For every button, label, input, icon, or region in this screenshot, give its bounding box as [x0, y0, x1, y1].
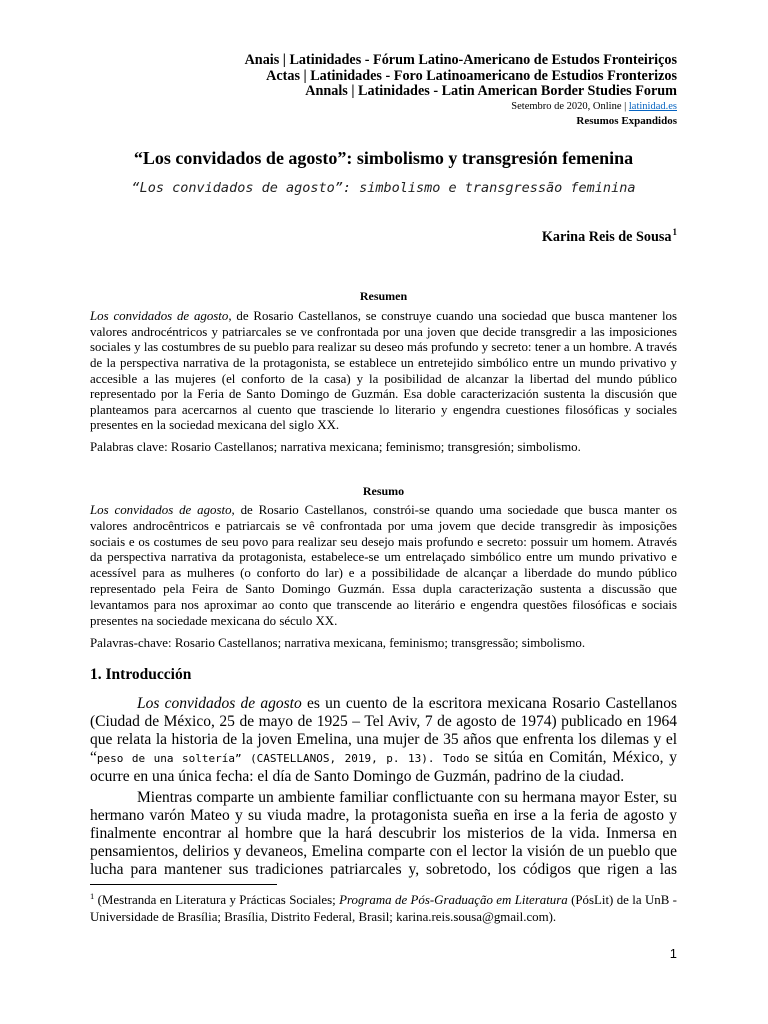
introduction-heading: 1. Introducción	[90, 665, 192, 683]
publication-date: Setembro de 2020, Online |	[511, 100, 629, 112]
footnote-mark: 1	[90, 891, 95, 901]
resumen-body	[90, 309, 677, 434]
paper-title: “Los convidados de agosto”: simbolismo y transgresión femenina	[133, 148, 634, 168]
page-content	[90, 0, 677, 879]
publication-date-line	[90, 100, 677, 114]
author-line	[90, 229, 677, 246]
intro-quote: peso de una soltería” (CASTELLANOS, 2019, p. 13). Todo	[96, 751, 470, 765]
page-number: 1	[669, 946, 677, 961]
introduction-paragraph-1	[90, 695, 677, 786]
paper-subtitle: “Los convidados de agosto”: simbolismo e transgressão feminina	[131, 180, 636, 196]
footnote-text-2: (PósLit) de la UnB - Universidade de Brasília; Brasília, Distrito Federal, Brasil; karina.reis.sousa@gmail.com).	[90, 893, 677, 924]
resumen-work-title: Los convidados de agosto	[90, 309, 229, 324]
resumen-keywords: Palabras clave: Rosario Castellanos; narrativa mexicana; feminismo; transgresión; simbolismo.	[90, 440, 581, 455]
intro-work-title: Los convidados de agosto	[137, 694, 302, 712]
intro-text-1: es un cuento de la escritora mexicana Rosario Castellanos (Ciudad de México, 25 de mayo de 1925 – Tel Aviv, 7 de agosto de 1974) publicado en 1964 que relata la historia de la joven Emelina, una mujer de 35 años que enfrenta los dilemas y el “	[90, 694, 677, 766]
intro-text-2: se sitúa en Comitán, México, y ocurre en una única fecha: el día de Santo Domingo de Guzmán, padrino de la ciudad.	[90, 748, 677, 785]
footnote-text-1: (Mestranda en Literatura y Prácticas Sociales;	[94, 893, 340, 907]
resumen-heading: Resumen	[359, 289, 408, 303]
footnote	[90, 892, 677, 925]
proceedings-title-es: Actas | Latinidades - Foro Latinoamericano de Estudios Fronterizos	[266, 67, 677, 84]
latinidad-link[interactable]: latinidad.es	[628, 100, 677, 112]
section-label: Resumos Expandidos	[576, 114, 677, 127]
resumo-keywords: Palavras-chave: Rosario Castellanos; narrativa mexicana, feminismo; transgressão; simbolismo.	[90, 636, 586, 651]
resumo-heading: Resumo	[362, 483, 405, 498]
proceedings-title-en: Annals | Latinidades - Latin American Border Studies Forum	[305, 83, 677, 99]
proceedings-header	[90, 53, 677, 128]
resumo-text: , de Rosario Castellanos, constrói-se quando uma sociedade que busca manter os valores androcêntricos e patriarcais se vê confrontada por uma jovem que decide transgredir às imposições sociais e os costumes de seu povo para realizar seu desejo mais profundo e secreto: possuir um homem. Através da perspectiva narrativa da protagonista, estabelece-se um entrelaçado simbólico entre um mundo privativo e acessível para as mulheres (o conforto do lar) e a possibilidade de alcançar a liberdade do mundo público representado pela Feira de Santo Domingo Guzmán. Essa dupla caracterização sustenta a discussão que levantamos para nos aproximar ao conto que transcende ao literário e engendra questões filosóficas e sociais presentes na sociedade mexicana do século XX.	[90, 503, 678, 628]
author-name: Karina Reis de Sousa	[541, 229, 672, 245]
resumo-body	[90, 503, 677, 629]
resumo-work-title: Los convidados de agosto	[90, 503, 232, 517]
author-footnote-ref: 1	[672, 227, 677, 237]
footnote-separator	[90, 884, 277, 885]
resumen-text: , de Rosario Castellanos, se construye cuando una sociedad que busca mantener los valores androcéntricos y patriarcales se ve confrontada por una joven que decide transgredir a las imposiciones sociales y las costumbres de su pueblo para realizar su deseo más profundo y secreto: tener a un hombre. A través de la perspectiva narrativa de la protagonista, se establece un entretejido simbólico entre un mundo privativo y accesible a las mujeres (el conforto de la casa) y la posibilidad de alcanzar la libertad del mundo público representado por la Feria de Santo Domingo de Guzmán. Esa doble caracterización sustenta la discusión que planteamos para acercarnos al cuento que trasciende lo literario y engendra cuestiones filosóficas y sociales presentes en la sociedad mexicana del siglo XX.	[90, 309, 677, 433]
proceedings-title-pt: Anais | Latinidades - Fórum Latino-Americano de Estudos Fronteiriços	[244, 52, 677, 68]
introduction-paragraph-2: Mientras comparte un ambiente familiar conflictuante con su hermana mayor Ester, su hermano varón Mateo y su viuda madre, la protagonista sueña en irse a la feria de agosto y finalmente encontrar al hombre que la hará descubrir los misterios de la vida. Inmersa en pensamientos, delirios y devaneos, Emelina comparte con el lector la visión de un pueblo que lucha para mantener sus tradiciones patriarcales y, sobretodo, los códigos que rigen a las	[90, 788, 677, 878]
footnote-program: Programa de Pós-Graduação em Literatura	[339, 893, 568, 907]
